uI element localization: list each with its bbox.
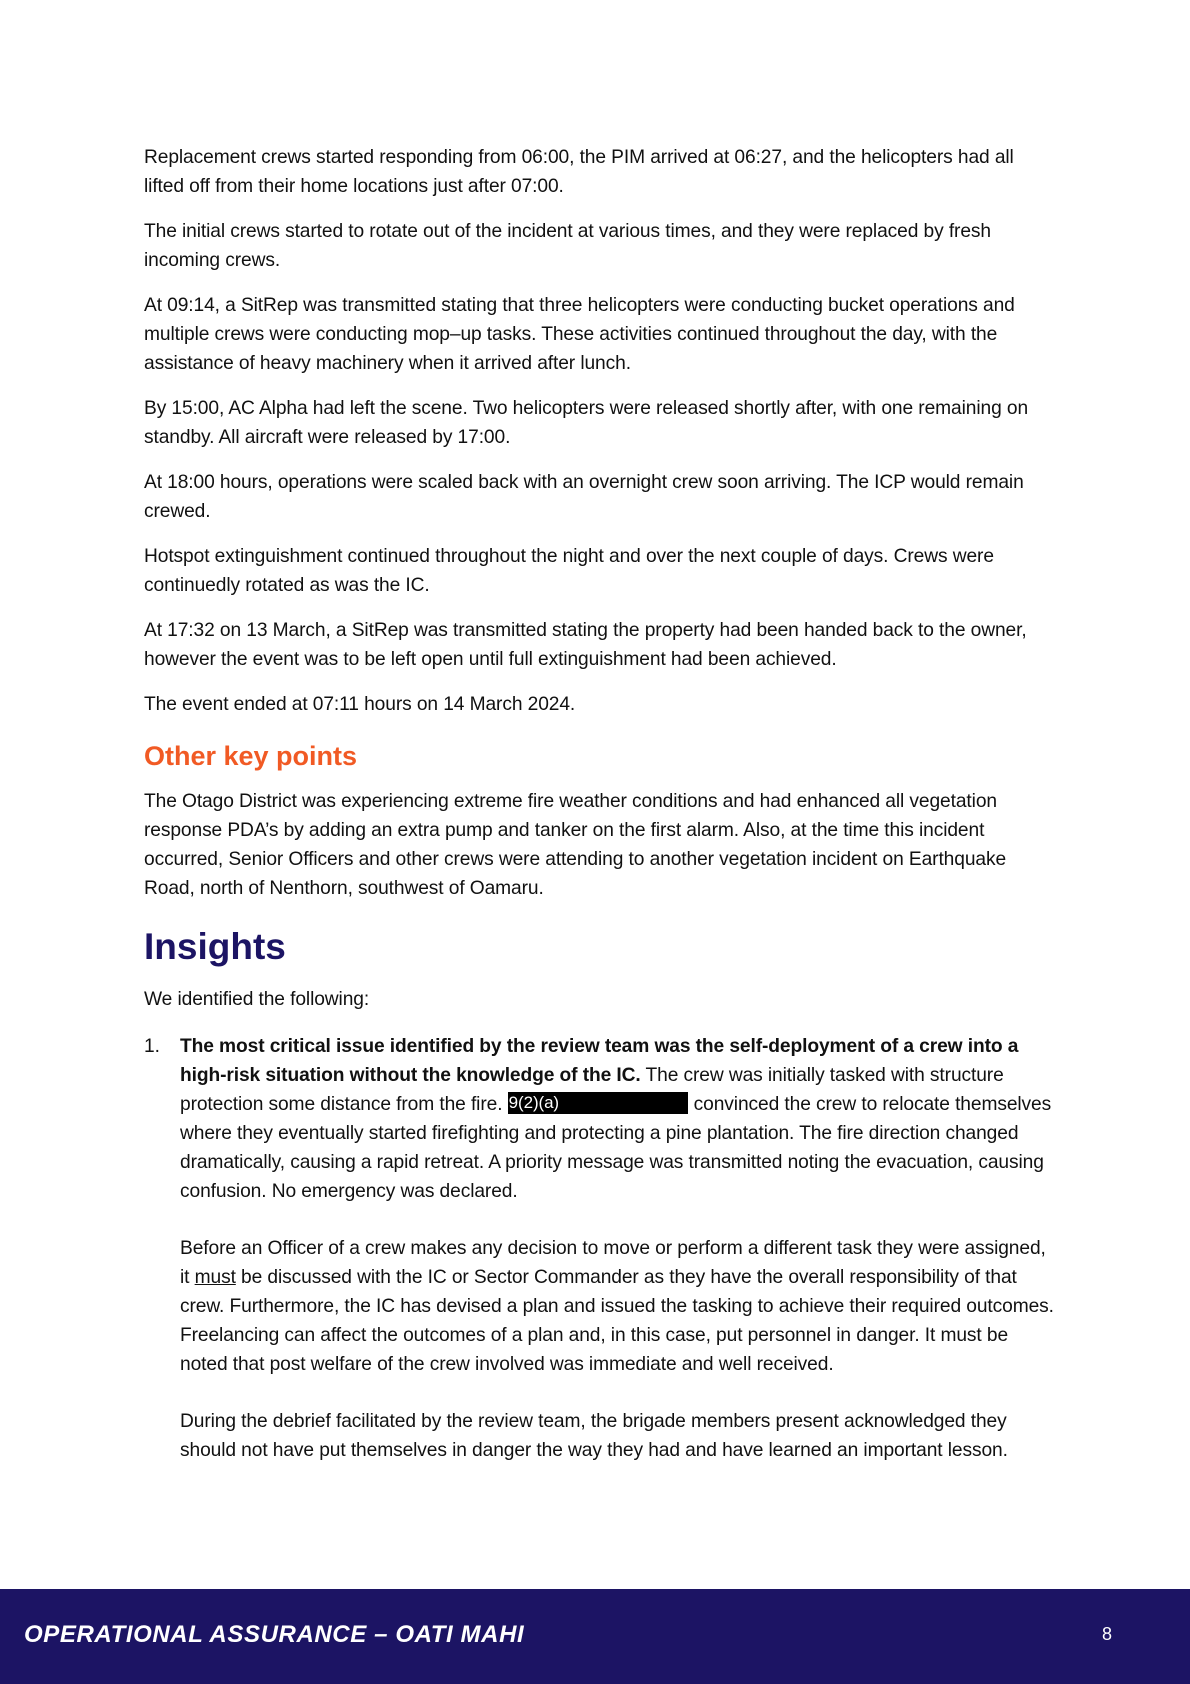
insights-intro: We identified the following:	[144, 989, 370, 1010]
list-number: 1.	[144, 1036, 160, 1057]
document-body	[144, 143, 1054, 1493]
paragraph: At 17:32 on 13 March, a SitRep was transmitted stating the property had been handed back to the owner, however the event was to be left open until full extinguishment had been achieved.	[144, 620, 1027, 670]
underlined-emphasis: must	[194, 1267, 236, 1288]
insight-text: The crew was initially tasked with structure protection some distance from the fire.	[180, 1065, 1004, 1115]
footer-title: OPERATIONAL ASSURANCE – OATI MAHI	[24, 1621, 525, 1648]
other-key-points-text: The Otago District was experiencing extreme fire weather conditions and had enhanced all vegetation response PDA’s by adding an extra pump and tanker on the first alarm. Also, at the time this incident occurred, Senior Officers and other crews were attending to another vegetation incident on Earthquake Road, north of Nenthorn, southwest of Oamaru.	[144, 791, 1007, 899]
paragraph: At 09:14, a SitRep was transmitted stating that three helicopters were conducting bucket operations and multiple crews were conducting mop–up tasks. These activities continued throughout the day, with the assistance of heavy machinery when it arrived after lunch.	[144, 295, 1015, 374]
section-heading-other-key-points: Other key points	[144, 741, 358, 771]
paragraph: At 18:00 hours, operations were scaled back with an overnight crew soon arriving. The ICP would remain crewed.	[144, 472, 1024, 522]
insight-item-1	[144, 1032, 1054, 1465]
paragraph: The event ended at 07:11 hours on 14 March 2024.	[144, 694, 576, 715]
insight-text: convinced the crew to relocate themselves where they eventually started firefighting and protecting a pine plantation. The fire direction changed dramatically, causing a rapid retreat. A priority message was transmitted noting the evacuation, causing confusion. No emergency was declared.	[180, 1094, 1052, 1202]
paragraph: By 15:00, AC Alpha had left the scene. Two helicopters were released shortly after, with one remaining on standby. All aircraft were released by 17:00.	[144, 398, 1029, 448]
insight-text: Before an Officer of a crew makes any decision to move or perform a different task they were assigned, it	[180, 1238, 1046, 1288]
insight-bold-lead: The most critical issue identified by the review team was the self-deployment of a crew into a high-risk situation without the knowledge of the IC.	[180, 1036, 1019, 1086]
section-heading-insights: Insights	[144, 926, 286, 967]
paragraph: Hotspot extinguishment continued throughout the night and over the next couple of days. Crews were continuedly rotated as was the IC.	[144, 546, 994, 596]
paragraph: Replacement crews started responding from 06:00, the PIM arrived at 06:27, and the helicopters had all lifted off from their home locations just after 07:00.	[144, 147, 1014, 197]
insight-item-1-paragraph-2	[180, 1234, 1054, 1379]
redaction-box: 9(2)(a)	[508, 1092, 688, 1114]
insight-item-1-paragraph-3: During the debrief facilitated by the review team, the brigade members present acknowledged they should not have put themselves in danger the way they had and have learned an important lesson.	[180, 1411, 1008, 1461]
insight-item-1-paragraph-1	[180, 1032, 1054, 1206]
page-footer	[0, 1589, 1190, 1684]
paragraph: The initial crews started to rotate out of the incident at various times, and they were replaced by fresh incoming crews.	[144, 221, 991, 271]
page-number: 8	[1101, 1624, 1112, 1644]
insight-text: be discussed with the IC or Sector Commander as they have the overall responsibility of that crew. Furthermore, the IC has devised a plan and issued the tasking to achieve their required outcomes. Freelancing can affect the outcomes of a plan and, in this case, put personnel in danger. It must be noted that post welfare of the crew involved was immediate and well received.	[180, 1267, 1054, 1375]
